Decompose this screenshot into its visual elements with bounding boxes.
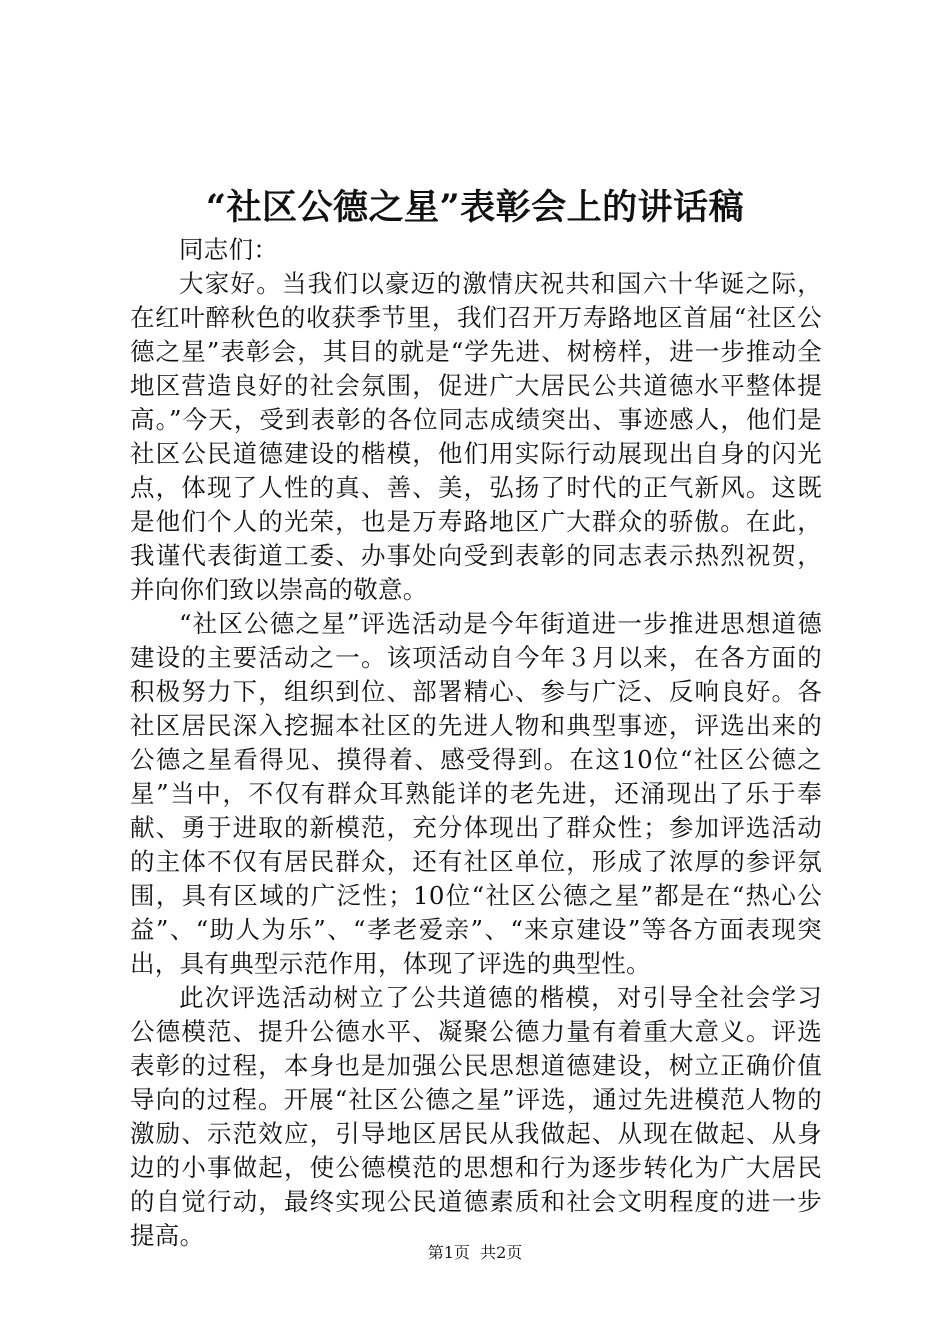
page-title: “社区公德之星”表彰会上的讲话稿 bbox=[205, 187, 745, 228]
paragraph-3: 此次评选活动树立了公共道德的楷模，对引导全社会学习公德模范、提升公德水平、凝聚公德力量有着重大意义。评选表彰的过程，本身也是加强公民思想道德建设，树立正确价值导向的过程。开展“社区公德之星”评选，通过先进模范人物的激励、示范效应，引导地区居民从我做起、从现在做起、从身边的小事做起，使公德模范的思想和行为逐步转化为广大居民的自觉行动，最终实现公民道德素质和社会文明程度的进一步提高。 bbox=[130, 983, 822, 1250]
document-body bbox=[130, 233, 822, 1253]
page-footer: 第1页 共2页 bbox=[427, 1243, 523, 1262]
salutation: 同志们： bbox=[179, 235, 279, 264]
paragraph-1: 大家好。当我们以豪迈的激情庆祝共和国六十华诞之际，在红叶醉秋色的收获季节里，我们召开万寿路地区首届“社区公德之星”表彰会，其目的就是“学先进、树榜样，进一步推动全地区营造良好的社会氛围，促进广大居民公共道德水平整体提高。”今天，受到表彰的各位同志成绩突出、事迹感人，他们是社区公民道德建设的楷模，他们用实际行动展现出自身的闪光点，体现了人性的真、善、美，弘扬了时代的正气新风。这既是他们个人的光荣，也是万寿路地区广大群众的骄傲。在此，我谨代表街道工委、办事处向受到表彰的同志表示热烈祝贺，并向你们致以崇高的敬意。 bbox=[130, 269, 822, 604]
paragraph-2: “社区公德之星”评选活动是今年街道进一步推进思想道德建设的主要活动之一。该项活动自今年３月以来，在各方面的积极努力下，组织到位、部署精心、参与广泛、反响良好。各社区居民深入挖掘本社区的先进人物和典型事迹，评选出来的公德之星看得见、摸得着、感受得到。在这10位“社区公德之星”当中，不仅有群众耳熟能详的老先进，还涌现出了乐于奉献、勇于进取的新模范，充分体现出了群众性；参加评选活动的主体不仅有居民群众，还有社区单位，形成了浓厚的参评氛围，具有区域的广泛性；10位“社区公德之星”都是在“热心公益”、“助人为乐”、“孝老爱亲”、“来京建设”等各方面表现突出，具有典型示范作用，体现了评选的典型性。 bbox=[130, 609, 822, 978]
